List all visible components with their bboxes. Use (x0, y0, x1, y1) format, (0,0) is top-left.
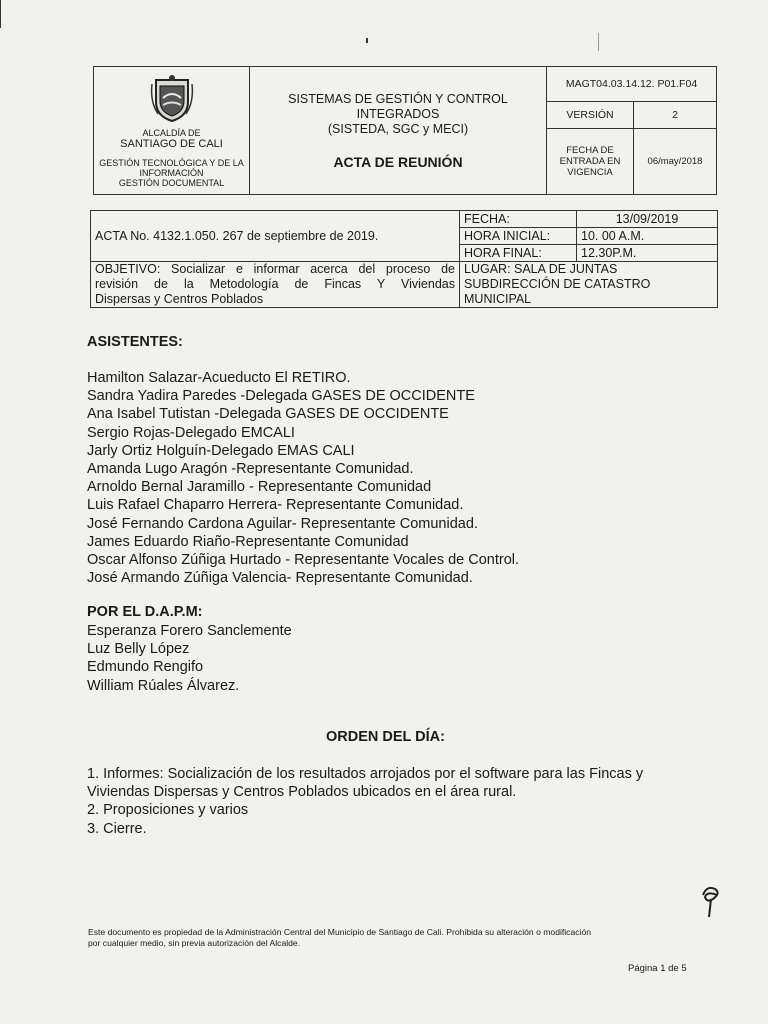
list-item: Sergio Rojas-Delegado EMCALI (87, 424, 295, 441)
asistentes-heading: ASISTENTES: (87, 334, 183, 350)
fecha-label: FECHA: (460, 211, 577, 228)
list-item: 2. Proposiciones y varios (87, 802, 249, 819)
dapm-heading: POR EL D.A.P.M: (87, 604, 203, 620)
list-item: 1. Informes: Socialización de los resultados arrojados por el software para las Fincas y (87, 766, 644, 782)
hora-inicial-label: HORA INICIAL: (460, 228, 577, 245)
logo-cell (94, 67, 250, 195)
footer-notice: Este documento es propiedad de la Administración Central del Municipio de Santiago de Cali. Prohibida su alteración o modificación por cualquier medio, sin previa autorización del Alcalde. (88, 927, 592, 948)
dept-line3: GESTIÓN DOCUMENTAL (118, 177, 225, 188)
orden-heading: ORDEN DEL DÍA: (326, 729, 445, 745)
list-item: Viviendas Dispersas y Centros Poblados ubicados en el área rural. (87, 784, 517, 801)
list-item: Jarly Ortiz Holguín-Delegado EMAS CALI (87, 442, 355, 459)
lugar-cell: LUGAR: SALA DE JUNTAS SUBDIRECCIÓN DE CATASTRO MUNICIPAL (460, 262, 718, 308)
list-item: Esperanza Forero Sanclemente (87, 623, 292, 639)
list-item: Ana Isabel Tutistan -Delegada GASES DE OCCIDENTE (87, 406, 449, 423)
list-item: Hamilton Salazar-Acueducto El RETIRO. (87, 370, 351, 386)
org-name-line2: SANTIAGO DE CALI (120, 137, 223, 150)
list-item: Arnoldo Bernal Jaramillo - Representante Comunidad (87, 479, 432, 496)
version-value: 2 (634, 102, 717, 129)
org-name-line1: ALCALDÍA DE (142, 127, 201, 138)
version-label: VERSIÓN (547, 102, 634, 129)
acta-table (90, 210, 718, 308)
document-title: ACTA DE REUNIÓN (333, 153, 463, 170)
list-item: José Armando Zúñiga Valencia- Representante Comunidad. (87, 570, 473, 587)
dept-line2: INFORMACIÓN (139, 167, 204, 178)
hora-inicial-value: 10. 00 A.M. (577, 228, 718, 245)
hora-final-value: 12.30P.M. (577, 245, 718, 262)
system-line1: SISTEMAS DE GESTIÓN Y CONTROL (288, 91, 508, 106)
coat-of-arms-icon (148, 74, 196, 124)
system-line3: (SISTEDA, SGC y MECI) (327, 121, 469, 136)
signature-mark (697, 883, 725, 919)
validity-label: FECHA DE ENTRADA EN VIGENCIA (547, 129, 634, 195)
list-item: Luz Belly López (87, 641, 190, 658)
list-item: Oscar Alfonso Zúñiga Hurtado - Representante Vocales de Control. (87, 552, 520, 569)
list-item: Edmundo Rengifo (87, 659, 204, 676)
doc-code: MAGT04.03.14.12. P01.F04 (547, 67, 717, 102)
acta-number: ACTA No. 4132.1.050. 267 de septiembre de 2019. (91, 211, 460, 262)
list-item: James Eduardo Riaño-Representante Comunidad (87, 533, 409, 550)
dept-line1: GESTIÓN TECNOLÓGICA Y DE LA (99, 157, 244, 168)
orden-list (87, 765, 643, 838)
list-item: Sandra Yadira Paredes -Delegada GASES DE OCCIDENTE (87, 388, 475, 405)
scan-edge (0, 0, 1, 28)
page-number: Página 1 de 5 (628, 963, 687, 974)
hora-final-label: HORA FINAL: (460, 245, 577, 262)
list-item: 3. Cierre. (87, 820, 147, 837)
title-cell (250, 67, 547, 195)
header-table (93, 66, 717, 195)
validity-date: 06/may/2018 (634, 129, 717, 195)
scan-speck (598, 33, 599, 51)
fecha-value: 13/09/2019 (577, 211, 718, 228)
scan-speck (366, 38, 368, 43)
list-item: José Fernando Cardona Aguilar- Representante Comunidad. (87, 515, 478, 532)
objetivo-cell: OBJETIVO: Socializar e informar acerca del proceso de revisión de la Metodología de Fincas Y Viviendas Dispersas y Centros Poblados (91, 262, 460, 308)
list-item: Luis Rafael Chaparro Herrera- Representante Comunidad. (87, 497, 464, 514)
dapm-list (87, 622, 292, 695)
list-item: Amanda Lugo Aragón -Representante Comunidad. (87, 461, 414, 478)
asistentes-list (87, 369, 519, 587)
system-line2: INTEGRADOS (356, 106, 440, 121)
list-item: William Rúales Álvarez. (87, 677, 240, 694)
